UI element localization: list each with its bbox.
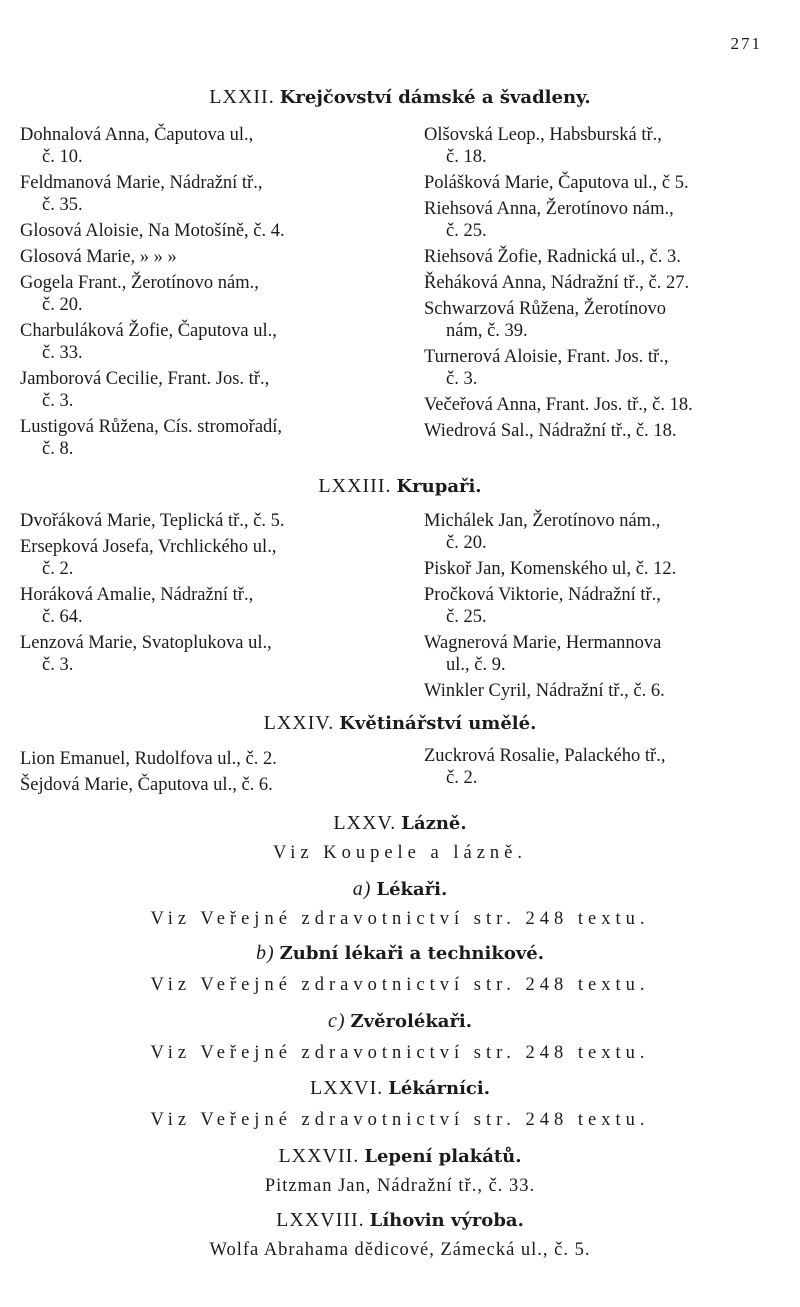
list-item: Lion Emanuel, Rudolfova ul., č. 2. (20, 749, 277, 769)
list-item: Winkler Cyril, Nádražní tř., č. 6. (424, 681, 665, 701)
page-number: 271 (730, 34, 762, 53)
section-heading-a (0, 878, 800, 901)
section-title: Květinářství umělé. (339, 713, 537, 734)
list-item: Zuckrová Rosalie, Palackého tř., č. 2. (424, 746, 666, 788)
list-item: Pročková Viktorie, Nádražní tř., č. 25. (424, 585, 661, 627)
section-heading-lxxviii (0, 1209, 800, 1232)
listing-entry: Pitzman Jan, Nádražní tř., č. 33. (264, 1176, 536, 1196)
list-item: Turnerová Aloisie, Frant. Jos. tř., č. 3. (424, 347, 669, 389)
list-item: Gogela Frant., Žerotínovo nám., č. 20. (20, 273, 259, 315)
list-item: Wagnerová Marie, Hermannova ul., č. 9. (424, 633, 662, 675)
list-item: Schwarzová Růžena, Žerotínovo nám, č. 39. (424, 299, 666, 341)
section-heading-lxxii (0, 86, 800, 109)
list-item: Riehsová Žofie, Radnická ul., č. 3. (424, 247, 681, 267)
list-item: Jamborová Cecilie, Frant. Jos. tř., č. 3. (20, 369, 270, 411)
section-number: LXXIII. (318, 475, 392, 497)
section-number: LXXVIII. (276, 1209, 365, 1231)
section-title: Lázně. (401, 813, 467, 834)
list-item: Polášková Marie, Čaputova ul., č 5. (424, 173, 689, 193)
list-item: Horáková Amalie, Nádražní tř., č. 64. (20, 585, 254, 627)
list-item: Piskoř Jan, Komenského ul, č. 12. (424, 559, 677, 579)
list-item: Glosová Marie, » » » (20, 247, 177, 267)
list-item: Ersepková Josefa, Vrchlického ul., č. 2. (20, 537, 277, 579)
list-item: Wiedrová Sal., Nádražní tř., č. 18. (424, 421, 677, 441)
section-lxxiii-left-column (20, 510, 370, 680)
list-item: Dohnalová Anna, Čaputova ul., č. 10. (20, 125, 254, 167)
section-number: LXXVI. (310, 1077, 384, 1099)
cross-reference: Viz Veřejné zdravotnictví str. 248 textu. (150, 1043, 650, 1063)
section-number: b) (255, 942, 275, 964)
section-number: LXXIV. (263, 712, 335, 734)
listing-entry: Wolfa Abrahama dědicové, Zámecká ul., č. 5. (209, 1240, 591, 1260)
list-item: Michálek Jan, Žerotínovo nám., č. 20. (424, 511, 661, 553)
section-number: LXXVII. (278, 1145, 360, 1167)
section-title: Krejčovství dámské a švadleny. (279, 87, 591, 108)
section-title: Lepení plakátů. (364, 1146, 522, 1167)
section-number: c) (327, 1010, 346, 1032)
section-lxxiii-right-column (424, 510, 776, 706)
list-item: Šejdová Marie, Čaputova ul., č. 6. (20, 775, 273, 795)
section-heading-c (0, 1010, 800, 1033)
cross-reference: Viz Koupele a lázně. (272, 843, 527, 863)
list-item: Olšovská Leop., Habsburská tř., č. 18. (424, 125, 662, 167)
cross-reference: Viz Veřejné zdravotnictví str. 248 textu. (150, 975, 650, 995)
list-item: Lustigová Růžena, Cís. stromořadí, č. 8. (20, 417, 283, 459)
list-item: Večeřová Anna, Frant. Jos. tř., č. 18. (424, 395, 693, 415)
section-heading-b (0, 942, 800, 965)
cross-reference: Viz Veřejné zdravotnictví str. 248 textu. (150, 909, 650, 929)
section-heading-lxxvi (0, 1077, 800, 1100)
section-lxxiv-left-column (20, 748, 370, 800)
list-item: Lenzová Marie, Svatoplukova ul., č. 3. (20, 633, 272, 675)
list-item: Řeháková Anna, Nádražní tř., č. 27. (424, 273, 690, 293)
cross-reference: Viz Veřejné zdravotnictví str. 248 textu. (150, 1110, 650, 1130)
list-item: Feldmanová Marie, Nádražní tř., č. 35. (20, 173, 263, 215)
section-lxxiv-right-column (424, 745, 776, 793)
section-number: LXXV. (333, 812, 397, 834)
section-number: LXXII. (209, 86, 275, 108)
list-item: Charbuláková Žofie, Čaputova ul., č. 33. (20, 321, 277, 363)
section-number: a) (352, 878, 372, 900)
list-item: Glosová Aloisie, Na Motošíně, č. 4. (20, 221, 285, 241)
section-title: Zvěrolékaři. (350, 1011, 473, 1032)
section-heading-lxxiv (0, 712, 800, 735)
section-heading-lxxvii (0, 1145, 800, 1168)
section-title: Lékaři. (376, 879, 448, 900)
section-title: Líhovin výroba. (369, 1210, 524, 1231)
section-title: Lékárníci. (388, 1078, 490, 1099)
section-title: Krupaři. (396, 476, 482, 497)
list-item: Riehsová Anna, Žerotínovo nám., č. 25. (424, 199, 674, 241)
section-heading-lxxiii (0, 475, 800, 498)
section-heading-lxxv (0, 812, 800, 835)
section-lxxii-right-column (424, 124, 776, 446)
list-item: Dvořáková Marie, Teplická tř., č. 5. (20, 511, 285, 531)
section-lxxii-left-column (20, 124, 370, 464)
section-title: Zubní lékaři a technikové. (279, 943, 544, 964)
